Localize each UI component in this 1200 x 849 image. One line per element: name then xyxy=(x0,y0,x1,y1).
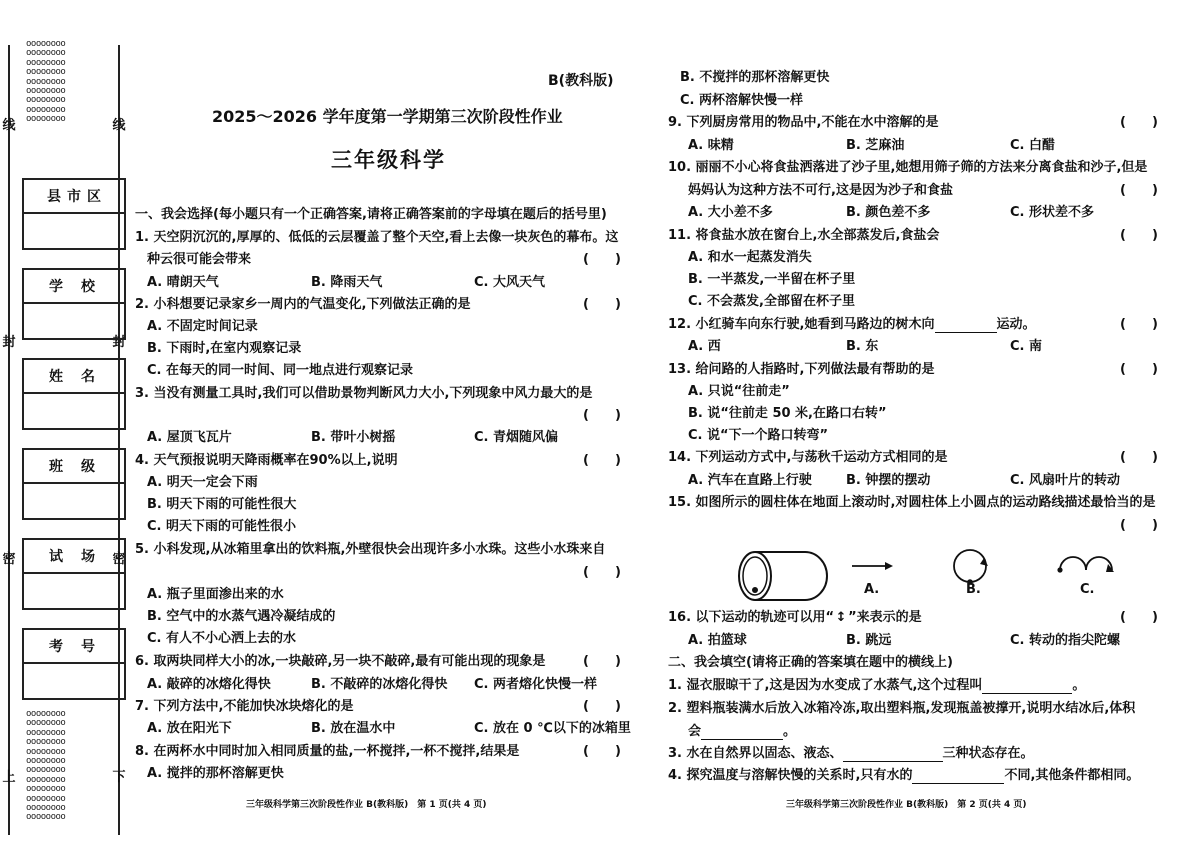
question-15-figure xyxy=(730,540,1150,610)
info-label-school: 学校 xyxy=(24,270,124,304)
question-15-option-a: A. xyxy=(864,582,880,597)
question-8-stem: 8. 在两杯水中同时加入相同质量的盐,一杯搅拌,一杯不搅拌,结果是 xyxy=(135,744,520,759)
fill-4-text-after: 不同,其他条件都相同。 xyxy=(1004,768,1140,783)
info-label-exam-number: 考号 xyxy=(24,630,124,664)
question-9-option-a: A. 味精 xyxy=(688,138,734,153)
question-12-stem-row xyxy=(668,317,1036,333)
question-13-option-b: B. 说“往前走 50 米,在路口右转” xyxy=(688,406,887,421)
question-7-option-c: C. 放在 0 ℃以下的冰箱里 xyxy=(474,721,631,736)
question-5-option-b: B. 空气中的水蒸气遇冷凝结成的 xyxy=(147,609,336,624)
question-12-option-b: B. 东 xyxy=(846,339,879,354)
page-1-footer: 三年级科学第三次阶段性作业 B(教科版) 第 1 页(共 4 页) xyxy=(246,800,487,810)
question-10-option-b: B. 颜色差不多 xyxy=(846,205,931,220)
fill-3-blank[interactable] xyxy=(843,749,943,762)
question-5-stem: 5. 小科发现,从冰箱里拿出的饮料瓶,外壁很快会出现许多小水珠。这些小水珠来自 xyxy=(135,542,606,557)
info-label-county: 县市区 xyxy=(24,180,124,214)
question-8-option-b: B. 不搅拌的那杯溶解更快 xyxy=(680,70,830,85)
question-4-option-c: C. 明天下雨的可能性很小 xyxy=(147,519,297,534)
binding-line-right xyxy=(118,45,120,835)
question-8-answer[interactable]: ( ) xyxy=(583,744,621,759)
question-1-option-c: C. 大风天气 xyxy=(474,275,546,290)
question-7-option-a: A. 放在阳光下 xyxy=(147,721,232,736)
question-11-option-a: A. 和水一起蒸发消失 xyxy=(688,250,812,265)
question-16-answer[interactable]: ( ) xyxy=(1120,610,1158,625)
fill-2-row-cont xyxy=(688,724,796,740)
question-14-option-a: A. 汽车在直路上行驶 xyxy=(688,473,812,488)
question-4-option-a: A. 明天一定会下雨 xyxy=(147,475,258,490)
info-field-name[interactable] xyxy=(24,394,124,428)
info-box-county xyxy=(22,178,126,250)
section-1-heading: 一、我会选择(每小题只有一个正确答案,请将正确答案前的字母填在题后的括号里) xyxy=(135,207,607,222)
question-2-answer[interactable]: ( ) xyxy=(583,297,621,312)
question-6-option-a: A. 敲碎的冰熔化得快 xyxy=(147,677,271,692)
question-5-answer[interactable]: ( ) xyxy=(583,565,621,580)
info-field-room[interactable] xyxy=(24,574,124,608)
question-4-answer[interactable]: ( ) xyxy=(583,453,621,468)
question-1-option-a: A. 晴朗天气 xyxy=(147,275,219,290)
straight-path-icon xyxy=(852,562,893,570)
question-13-answer[interactable]: ( ) xyxy=(1120,362,1158,377)
question-13-stem: 13. 给问路的人指路时,下列做法最有帮助的是 xyxy=(668,362,935,377)
info-box-class xyxy=(22,448,126,520)
question-15-option-b: B. xyxy=(966,582,981,597)
question-1-answer[interactable]: ( ) xyxy=(583,252,621,267)
info-label-name: 姓名 xyxy=(24,360,124,394)
question-12-stem: 12. 小红骑车向东行驶,她看到马路边的树木向 xyxy=(668,317,935,332)
binding-mark-down: 下 xyxy=(112,770,126,785)
question-9-stem: 9. 下列厨房常用的物品中,不能在水中溶解的是 xyxy=(668,115,939,130)
question-13-option-a: A. 只说“往前走” xyxy=(688,384,790,399)
fill-3-row xyxy=(668,746,1034,762)
question-8-option-c: C. 两杯溶解快慢一样 xyxy=(680,93,804,108)
fill-2-text: 2. 塑料瓶装满水后放入冰箱冷冻,取出塑料瓶,发现瓶盖被撑开,说明水结冰后,体积 xyxy=(668,701,1136,716)
fill-4-text: 4. 探究温度与溶解快慢的关系时,只有水的 xyxy=(668,768,913,783)
info-box-room xyxy=(22,538,126,610)
question-3-answer[interactable]: ( ) xyxy=(583,408,621,423)
fill-1-text-after: 。 xyxy=(1072,678,1086,693)
question-5-option-a: A. 瓶子里面渗出来的水 xyxy=(147,587,284,602)
question-9-option-b: B. 芝麻油 xyxy=(846,138,905,153)
question-11-stem: 11. 将食盐水放在窗台上,水全部蒸发后,食盐会 xyxy=(668,228,940,243)
question-2-option-b: B. 下雨时,在室内观察记录 xyxy=(147,341,302,356)
question-14-answer[interactable]: ( ) xyxy=(1120,450,1158,465)
fill-1-blank[interactable] xyxy=(982,681,1072,694)
question-9-option-c: C. 白醋 xyxy=(1010,138,1056,153)
info-field-exam-number[interactable] xyxy=(24,664,124,698)
question-7-answer[interactable]: ( ) xyxy=(583,699,621,714)
dot-pattern-bottom: oooooooo oooooooo oooooooo oooooooo oooooooo oooooooo oooooooo oooooooo oooooooo oooooooo oooooooo oooooooo xyxy=(26,710,66,822)
question-4-option-b: B. 明天下雨的可能性很大 xyxy=(147,497,297,512)
question-8-option-a: A. 搅拌的那杯溶解更快 xyxy=(147,766,284,781)
question-2-stem: 2. 小科想要记录家乡一周内的气温变化,下列做法正确的是 xyxy=(135,297,471,312)
question-2-option-a: A. 不固定时间记录 xyxy=(147,319,258,334)
section-2-heading: 二、我会填空(请将正确的答案填在题中的横线上) xyxy=(668,655,953,670)
up-down-arrow-icon: ↕ xyxy=(835,610,847,625)
question-16-stem-after: ”来表示的是 xyxy=(848,610,922,625)
fill-1-text: 1. 湿衣服晾干了,这是因为水变成了水蒸气,这个过程叫 xyxy=(668,678,983,693)
question-2-option-c: C. 在每天的同一时间、同一地点进行观察记录 xyxy=(147,363,414,378)
binding-mark-secret-right: 密 xyxy=(112,552,126,567)
fill-4-row xyxy=(668,768,1139,784)
question-6-answer[interactable]: ( ) xyxy=(583,654,621,669)
binding-line-left xyxy=(8,45,10,835)
circle-path-icon xyxy=(954,550,988,585)
question-16-stem: 16. 以下运动的轨迹可以用“ xyxy=(668,610,835,625)
binding-mark-up: 上 xyxy=(2,770,16,785)
question-7-stem: 7. 下列方法中,不能加快冰块熔化的是 xyxy=(135,699,354,714)
arc-path-icon xyxy=(1057,557,1114,573)
exam-title: 2025～2026 学年度第一学期第三次阶段性作业 xyxy=(212,107,563,126)
info-field-school[interactable] xyxy=(24,304,124,338)
question-9-answer[interactable]: ( ) xyxy=(1120,115,1158,130)
fill-1-row xyxy=(668,678,1085,694)
binding-mark-secret-left: 密 xyxy=(2,552,16,567)
question-13-option-c: C. 说“下一个路口转弯” xyxy=(688,428,829,443)
fill-2-text-after: 。 xyxy=(783,724,797,739)
question-14-option-b: B. 钟摆的摆动 xyxy=(846,473,931,488)
question-6-option-c: C. 两者熔化快慢一样 xyxy=(474,677,598,692)
question-1-option-b: B. 降雨天气 xyxy=(311,275,383,290)
binding-mark-seal-right: 封 xyxy=(112,335,126,350)
question-6-stem: 6. 取两块同样大小的冰,一块敲碎,另一块不敲碎,最有可能出现的现象是 xyxy=(135,654,546,669)
fill-3-text-after: 三种状态存在。 xyxy=(942,746,1034,761)
question-11-option-b: B. 一半蒸发,一半留在杯子里 xyxy=(688,272,856,287)
page-2-footer: 三年级科学第三次阶段性作业 B(教科版) 第 2 页(共 4 页) xyxy=(786,800,1027,810)
question-10-answer[interactable]: ( ) xyxy=(1120,183,1158,198)
question-15-stem: 15. 如图所示的圆柱体在地面上滚动时,对圆柱体上小圆点的运动路线描述最恰当的是 xyxy=(668,495,1156,510)
question-15-option-c: C. xyxy=(1080,582,1095,597)
info-field-county[interactable] xyxy=(24,214,124,248)
info-box-exam-number xyxy=(22,628,126,700)
fill-3-text: 3. 水在自然界以固态、液态、 xyxy=(668,746,843,761)
question-16-stem-row xyxy=(668,610,922,626)
question-3-option-c: C. 青烟随风偏 xyxy=(474,430,559,445)
dot-pattern-top: oooooooo oooooooo oooooooo oooooooo oooooooo oooooooo oooooooo oooooooo oooooooo xyxy=(26,40,66,122)
subject-title: 三年级科学 xyxy=(331,148,446,172)
question-3-stem: 3. 当没有测量工具时,我们可以借助景物判断风力大小,下列现象中风力最大的是 xyxy=(135,386,593,401)
question-3-option-a: A. 屋顶飞瓦片 xyxy=(147,430,232,445)
question-12-blank[interactable] xyxy=(935,320,997,333)
question-12-answer[interactable]: ( ) xyxy=(1120,317,1158,332)
question-16-option-b: B. 跳远 xyxy=(846,633,892,648)
question-14-option-c: C. 风扇叶片的转动 xyxy=(1010,473,1121,488)
binding-mark-line-left: 线 xyxy=(2,118,16,133)
question-11-answer[interactable]: ( ) xyxy=(1120,228,1158,243)
question-16-option-c: C. 转动的指尖陀螺 xyxy=(1010,633,1121,648)
cylinder-icon xyxy=(739,552,827,600)
info-label-room: 试场 xyxy=(24,540,124,574)
question-4-stem: 4. 天气预报说明天降雨概率在90%以上,说明 xyxy=(135,453,398,468)
question-6-option-b: B. 不敲碎的冰熔化得快 xyxy=(311,677,448,692)
question-16-option-a: A. 拍篮球 xyxy=(688,633,747,648)
question-10-option-c: C. 形状差不多 xyxy=(1010,205,1095,220)
info-box-name xyxy=(22,358,126,430)
question-1-stem-cont: 种云很可能会带来 xyxy=(147,252,252,267)
fill-2-text-cont: 会 xyxy=(688,724,702,739)
binding-margin xyxy=(0,0,130,849)
question-1-stem: 1. 天空阴沉沉的,厚厚的、低低的云层覆盖了整个天空,看上去像一块灰色的幕布。这 xyxy=(135,230,619,245)
question-10-option-a: A. 大小差不多 xyxy=(688,205,773,220)
question-12-option-a: A. 西 xyxy=(688,339,721,354)
binding-mark-seal-left: 封 xyxy=(2,335,16,350)
question-7-option-b: B. 放在温水中 xyxy=(311,721,396,736)
fill-2-blank[interactable] xyxy=(701,727,783,740)
question-10-stem: 10. 丽丽不小心将食盐洒落进了沙子里,她想用筛子筛的方法来分离食盐和沙子,但是 xyxy=(668,160,1148,175)
question-12-option-c: C. 南 xyxy=(1010,339,1043,354)
info-box-school xyxy=(22,268,126,340)
binding-mark-line-right: 线 xyxy=(112,118,126,133)
info-label-class: 班级 xyxy=(24,450,124,484)
question-14-stem: 14. 下列运动方式中,与荡秋千运动方式相同的是 xyxy=(668,450,948,465)
question-3-option-b: B. 带叶小树摇 xyxy=(311,430,396,445)
question-10-stem-cont: 妈妈认为这种方法不可行,这是因为沙子和食盐 xyxy=(688,183,953,198)
question-15-answer[interactable]: ( ) xyxy=(1120,518,1158,533)
fill-4-blank[interactable] xyxy=(912,771,1004,784)
question-11-option-c: C. 不会蒸发,全部留在杯子里 xyxy=(688,294,855,309)
edition-label: B(教科版) xyxy=(548,73,614,89)
question-5-option-c: C. 有人不小心洒上去的水 xyxy=(147,631,297,646)
question-12-stem-after: 运动。 xyxy=(996,317,1036,332)
info-field-class[interactable] xyxy=(24,484,124,518)
